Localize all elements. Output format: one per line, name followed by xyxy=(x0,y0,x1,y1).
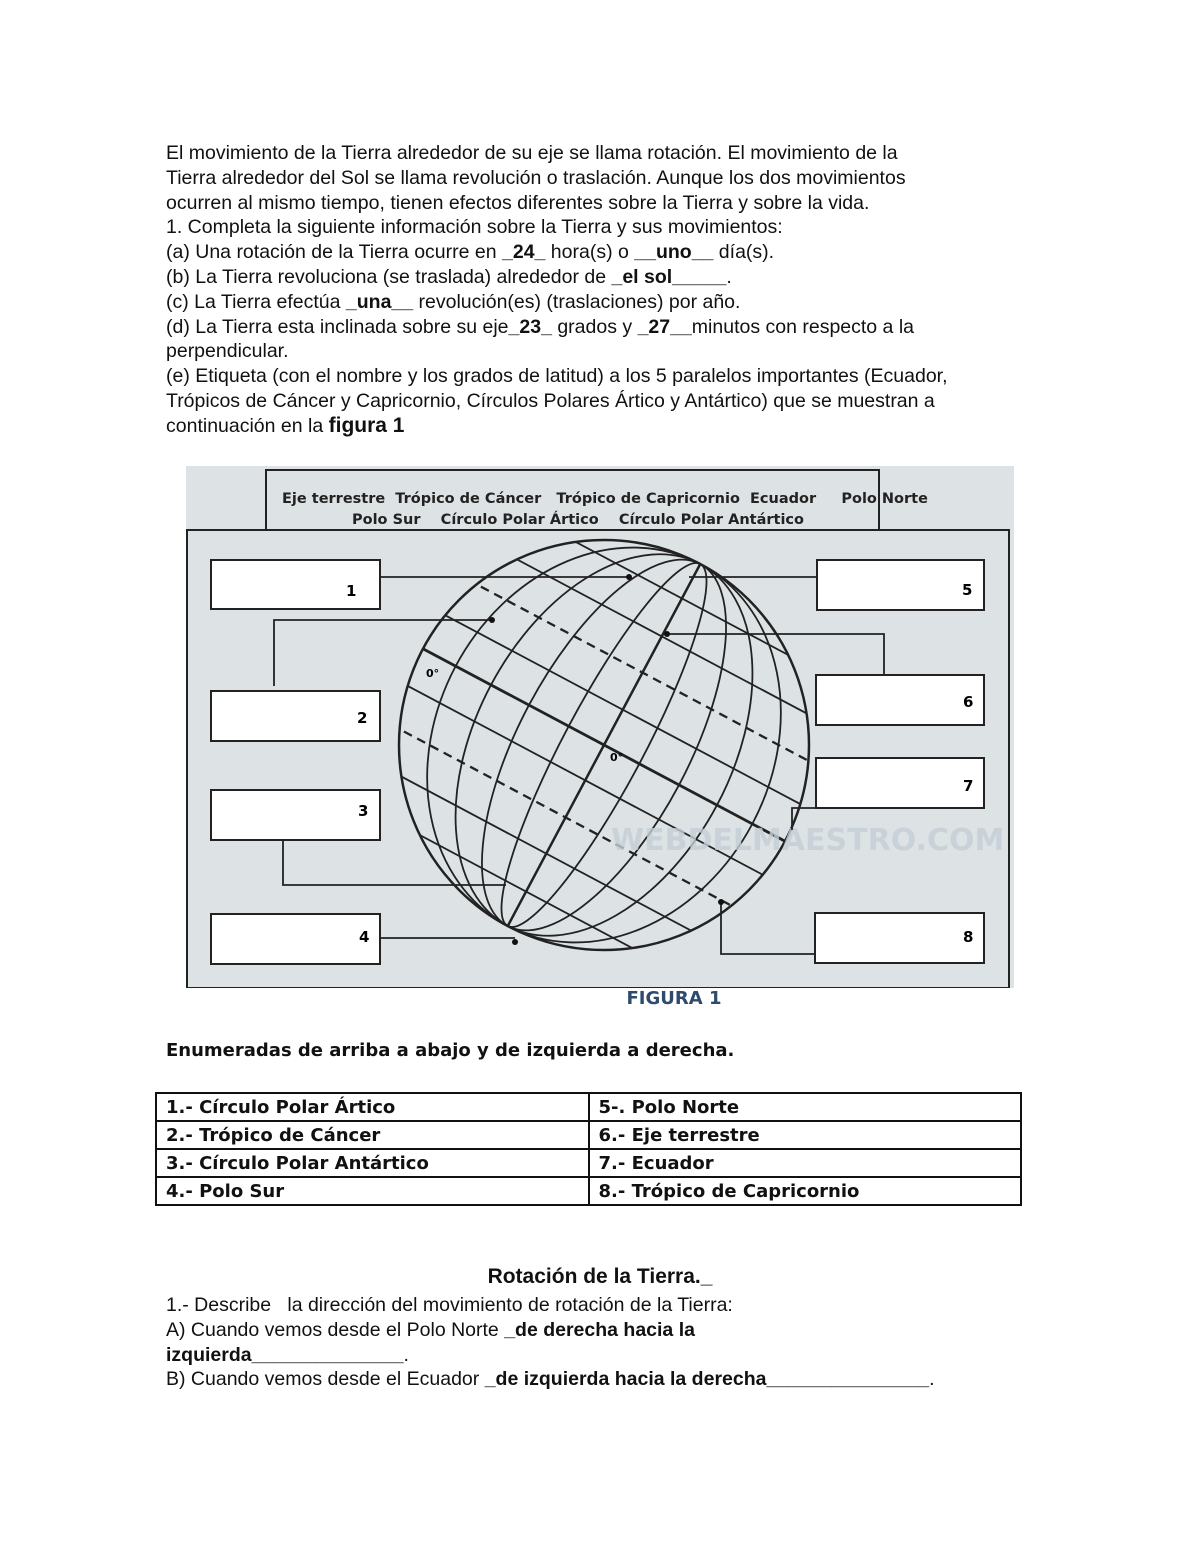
figure-ref: figura 1 xyxy=(328,413,405,437)
degree-label-center: 0° xyxy=(610,751,624,764)
answer-d-degrees: _23_ xyxy=(508,315,552,338)
label-box-2[interactable] xyxy=(211,691,380,741)
box-number-8: 8 xyxy=(963,928,974,946)
box-number-4: 4 xyxy=(359,928,370,946)
table-cell: 2.- Trópico de Cáncer xyxy=(156,1121,589,1149)
answer-a-days: __uno__ xyxy=(634,241,714,264)
box-number-7: 7 xyxy=(963,777,974,795)
rotation-item-a: A) Cuando vemos desde el Polo Norte _de derecha hacia la xyxy=(166,1318,695,1341)
answer-a-hours: _24_ xyxy=(502,241,546,264)
intro-line: El movimiento de la Tierra alrededor de su eje se llama rotación. El movimiento de la xyxy=(166,142,898,164)
answer-rotation-a: _de derecha hacia la xyxy=(504,1318,695,1341)
word-bank-line-2: Polo Sur Círculo Polar Ártico Círculo Polar Antártico xyxy=(352,512,804,528)
answer-d-minutes: _27__ xyxy=(637,315,692,338)
table-row xyxy=(156,1177,1021,1205)
rotation-item-a-cont: izquierda______________. xyxy=(166,1343,409,1366)
intro-line: Tierra alrededor del Sol se llama revolución o traslación. Aunque los dos movimientos xyxy=(166,166,906,189)
word-bank-line-1: Eje terrestre Trópico de Cáncer Trópico de Capricornio Ecuador Polo Norte xyxy=(282,491,928,507)
table-cell: 6.- Eje terrestre xyxy=(589,1121,1022,1149)
label-box-3[interactable] xyxy=(211,790,380,840)
box-number-6: 6 xyxy=(963,693,974,711)
box-number-5: 5 xyxy=(962,581,973,599)
table-row xyxy=(156,1149,1021,1177)
box-number-1: 1 xyxy=(346,582,357,600)
item-e-cont: Trópicos de Cáncer y Capricornio, Círculos Polares Ártico y Antártico) que se muestran a xyxy=(166,389,935,412)
box-number-3: 3 xyxy=(358,802,369,820)
item-e-cont: continuación en la figura 1 xyxy=(166,413,405,437)
table-row xyxy=(156,1121,1021,1149)
rotation-section xyxy=(166,1293,935,1392)
box-number-2: 2 xyxy=(357,709,368,727)
question-1: 1. Completa la siguiente información sobre la Tierra y sus movimientos: xyxy=(166,216,783,239)
item-b: (b) La Tierra revoluciona (se traslada) alrededor de _el sol_____. xyxy=(166,265,732,288)
answer-rotation-a-cont: izquierda______________ xyxy=(166,1343,404,1366)
table-cell: 4.- Polo Sur xyxy=(156,1177,589,1205)
degree-label-left: 0° xyxy=(426,667,440,680)
item-d: (d) La Tierra esta inclinada sobre su eje_23_ grados y _27__minutos con respecto a la xyxy=(166,315,914,338)
figure-caption: FIGURA 1 xyxy=(626,988,722,1009)
rotation-question: 1.- Describe la dirección del movimiento de rotación de la Tierra: xyxy=(166,1294,733,1316)
label-box-6[interactable] xyxy=(816,675,984,725)
table-cell: 7.- Ecuador xyxy=(589,1149,1022,1177)
answer-rotation-b: _de izquierda hacia la derecha_______________ xyxy=(484,1368,930,1391)
table-cell: 1.- Círculo Polar Ártico xyxy=(156,1093,589,1121)
label-box-7[interactable] xyxy=(816,758,984,808)
item-d-cont: perpendicular. xyxy=(166,340,289,363)
label-box-5[interactable] xyxy=(817,560,984,610)
table-cell: 5-. Polo Norte xyxy=(589,1093,1022,1121)
watermark: WEBDELMAESTRO.COM xyxy=(611,823,1005,858)
answers-table xyxy=(155,1092,1022,1206)
enumeration-note: Enumeradas de arriba a abajo y de izquierda a derecha. xyxy=(166,1040,735,1061)
answer-c: _una__ xyxy=(345,290,414,313)
item-c: (c) La Tierra efectúa _una__ revolución(es) (traslaciones) por año. xyxy=(166,290,741,313)
item-a: (a) Una rotación de la Tierra ocurre en _24_ hora(s) o __uno__ día(s). xyxy=(166,241,775,264)
intro-text xyxy=(166,141,1046,439)
table-row xyxy=(156,1093,1021,1121)
item-e: (e) Etiqueta (con el nombre y los grados de latitud) a los 5 paralelos importantes (Ecuador, xyxy=(166,365,948,388)
rotation-item-b: B) Cuando vemos desde el Ecuador _de izquierda hacia la derecha_______________. xyxy=(166,1368,935,1391)
label-box-4[interactable] xyxy=(211,914,380,964)
table-cell: 8.- Trópico de Capricornio xyxy=(589,1177,1022,1205)
label-box-8[interactable] xyxy=(815,913,984,963)
figure-1-diagram xyxy=(186,466,1014,988)
table-cell: 3.- Círculo Polar Antártico xyxy=(156,1149,589,1177)
intro-line: ocurren al mismo tiempo, tienen efectos diferentes sobre la Tierra y sobre la vida. xyxy=(166,191,870,214)
answer-b: _el sol_____ xyxy=(611,265,727,288)
rotation-title: Rotación de la Tierra._ xyxy=(487,1265,713,1288)
